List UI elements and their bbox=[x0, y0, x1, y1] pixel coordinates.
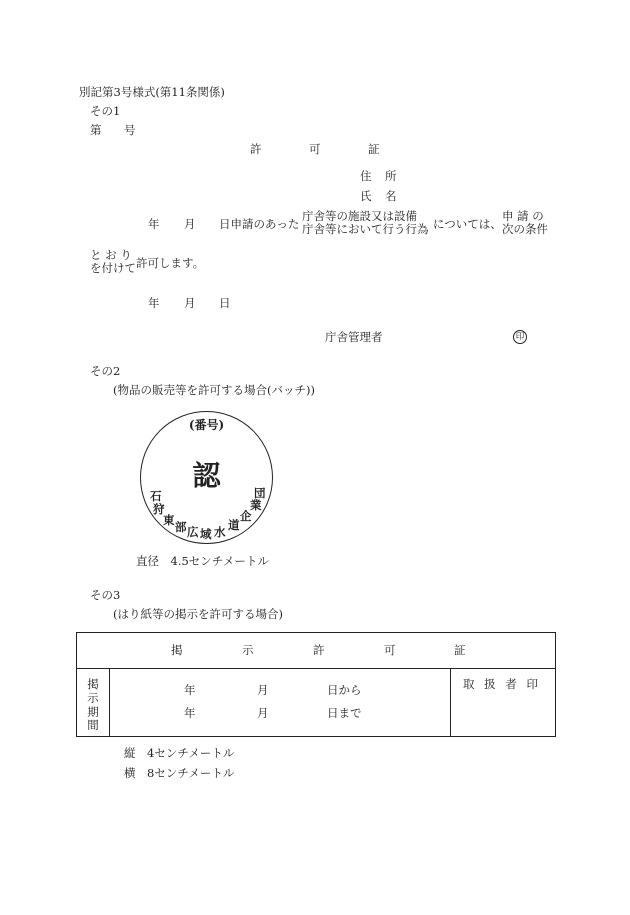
permit-text: 許可します。 bbox=[136, 256, 205, 270]
part2-heading: その2 bbox=[90, 364, 121, 378]
part1-heading: その1 bbox=[90, 104, 121, 118]
part2-subheading: (物品の販売等を許可する場合(バッチ)) bbox=[113, 383, 315, 397]
toori-choice bbox=[90, 249, 136, 275]
condition-line-1: 申 請 の bbox=[502, 209, 544, 223]
date-nen: 年 bbox=[148, 217, 160, 231]
from-tsuki: 月 bbox=[257, 683, 269, 697]
toori-line-2: を付けて bbox=[90, 261, 136, 276]
period-label-char: 間 bbox=[87, 718, 99, 733]
period-label-char: 示 bbox=[87, 690, 99, 705]
cert-title-char: 可 bbox=[309, 142, 321, 156]
name-label-char: 氏 bbox=[360, 189, 372, 203]
badge-stamp bbox=[140, 411, 273, 544]
address-label-char: 所 bbox=[385, 169, 397, 183]
from-nen: 年 bbox=[184, 683, 196, 697]
box-title-char: 可 bbox=[384, 643, 396, 657]
facility-choice bbox=[302, 210, 429, 236]
part3-subheading: (はり紙等の掲示を許可する場合) bbox=[113, 607, 283, 621]
box-title-char: 掲 bbox=[171, 643, 183, 657]
toori-line-1: と お り bbox=[90, 248, 132, 262]
badge-ring-char: 域 bbox=[200, 527, 212, 541]
ni-tsuite: については、 bbox=[433, 217, 502, 231]
issue-nen: 年 bbox=[148, 296, 160, 310]
seal-char: 印 bbox=[515, 332, 525, 342]
badge-main-char: 認 bbox=[192, 459, 221, 492]
number-go: 号 bbox=[124, 123, 136, 137]
notice-permit-box bbox=[76, 632, 556, 737]
seal-mark bbox=[513, 330, 527, 344]
date-hi-prefix: 日申請のあった bbox=[219, 217, 300, 231]
box-divider-label bbox=[109, 668, 110, 736]
form-title: 別記第3号様式(第11条関係) bbox=[79, 85, 225, 99]
box-divider-horizontal bbox=[77, 668, 555, 669]
box-title-char: 許 bbox=[313, 643, 325, 657]
issue-tsuki: 月 bbox=[184, 296, 196, 310]
badge-ring-char: 狩 bbox=[153, 502, 165, 516]
period-label-char: 掲 bbox=[87, 677, 99, 691]
badge-ring-char: 企 bbox=[240, 509, 252, 523]
issue-hi: 日 bbox=[219, 296, 231, 310]
diameter-text: 直径 4.5センチメートル bbox=[136, 554, 269, 568]
manager-label: 庁舎管理者 bbox=[325, 330, 383, 344]
height-text: 縦 4センチメートル bbox=[124, 746, 235, 760]
name-label-char: 名 bbox=[385, 189, 397, 203]
facility-line-2: 庁舎等において行う行為 bbox=[302, 222, 429, 237]
date-tsuki: 月 bbox=[184, 217, 196, 231]
to-tsuki: 月 bbox=[257, 706, 269, 720]
badge-ring-char: 水 bbox=[214, 525, 226, 539]
width-text: 横 8センチメートル bbox=[124, 766, 235, 780]
condition-line-2: 次の条件 bbox=[502, 222, 548, 237]
period-label-char: 期 bbox=[87, 704, 99, 719]
badge-ring-char: 石 bbox=[150, 489, 162, 503]
period-label bbox=[86, 678, 100, 733]
box-divider-handler bbox=[450, 668, 451, 736]
cert-title-char: 許 bbox=[250, 142, 262, 156]
badge-ring-char: 東 bbox=[163, 513, 175, 527]
badge-number-label: (番号) bbox=[188, 418, 225, 432]
handler-seal-label: 取 扱 者 印 bbox=[463, 677, 541, 691]
cert-title-char: 証 bbox=[368, 142, 380, 156]
badge-ring-char: 道 bbox=[228, 518, 240, 532]
badge-ring-char: 広 bbox=[187, 525, 199, 539]
badge-ring-char: 業 bbox=[250, 498, 262, 512]
box-title-char: 示 bbox=[242, 643, 254, 657]
to-nen: 年 bbox=[184, 706, 196, 720]
condition-choice bbox=[502, 210, 548, 236]
to-hi: 日まで bbox=[327, 706, 362, 720]
part3-heading: その3 bbox=[90, 588, 121, 602]
box-title-char: 証 bbox=[454, 643, 466, 657]
from-hi: 日から bbox=[327, 683, 362, 697]
facility-line-1: 庁舎等の施設又は設備 bbox=[302, 209, 417, 223]
address-label-char: 住 bbox=[360, 169, 372, 183]
badge-ring-char: 団 bbox=[254, 486, 266, 500]
badge-ring-char: 部 bbox=[175, 520, 187, 534]
number-dai: 第 bbox=[90, 123, 102, 137]
